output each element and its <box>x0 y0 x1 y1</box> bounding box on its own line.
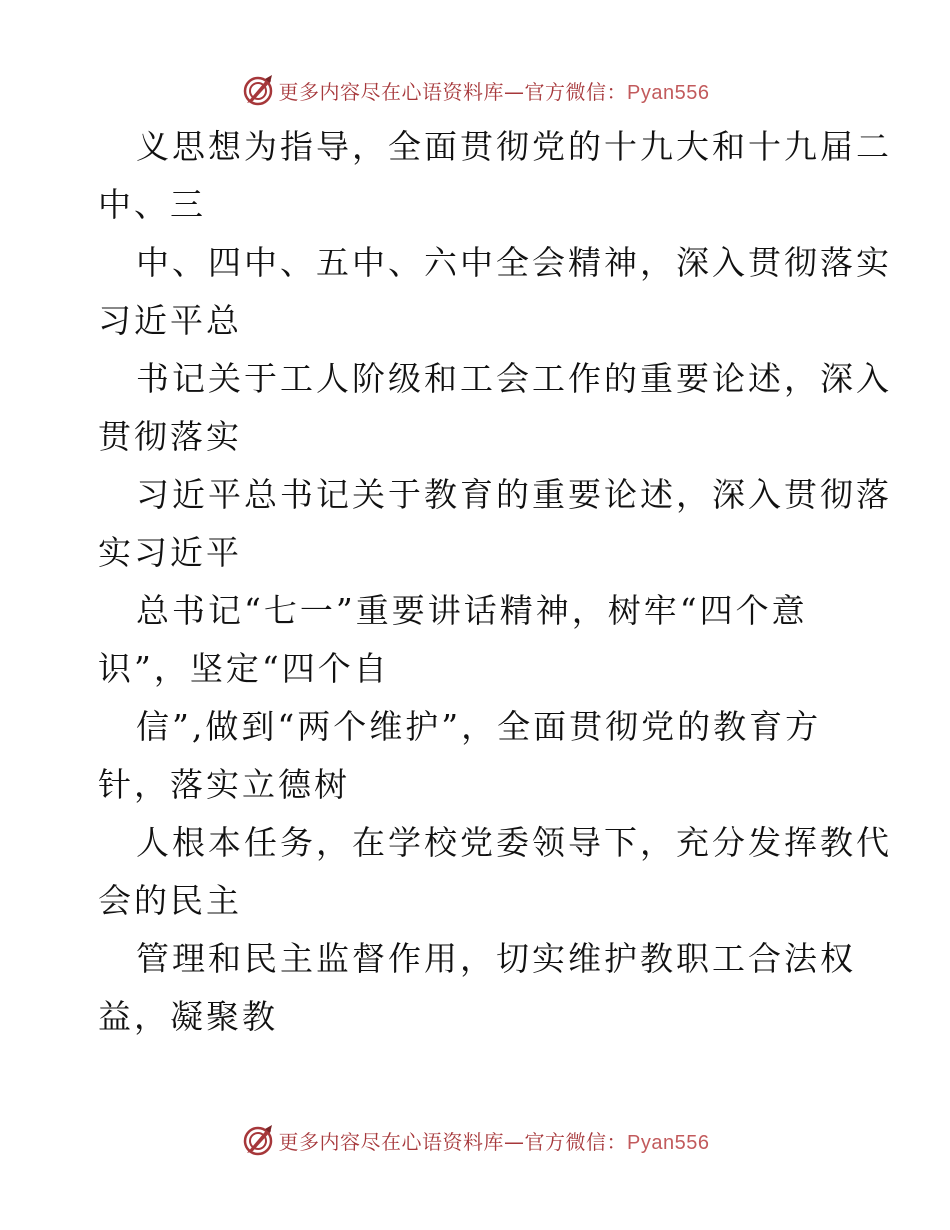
footer-watermark-label: 更多内容尽在心语资料库—官方微信： <box>278 1129 628 1154</box>
body-line: 人根本任务，在学校党委领导下，充分发挥教代 <box>136 823 892 862</box>
feather-pen-logo-icon <box>241 1123 275 1157</box>
body-line: 针，落实立德树 <box>98 765 350 804</box>
body-line: 总书记“七一”重要讲话精神，树牢“四个意 <box>136 591 808 630</box>
body-line: 识”，坚定“四个自 <box>98 649 390 688</box>
header-watermark-text <box>279 76 710 105</box>
body-line: 信”,做到“两个维护”，全面贯彻党的教育方 <box>136 707 822 746</box>
body-line: 贯彻落实 <box>98 417 242 456</box>
body-line: 习近平总书记关于教育的重要论述，深入贯彻落 <box>136 475 892 514</box>
body-line: 会的民主 <box>98 881 242 920</box>
feather-pen-logo-icon <box>241 73 275 107</box>
header-watermark-label: 更多内容尽在心语资料库—官方微信： <box>278 79 628 104</box>
body-line: 实习近平 <box>98 533 242 572</box>
body-line: 益，凝聚教 <box>98 997 278 1036</box>
body-line: 中、三 <box>98 185 206 224</box>
document-body <box>98 118 892 1046</box>
footer-watermark-text <box>279 1126 710 1155</box>
body-line: 习近平总 <box>98 301 242 340</box>
footer-watermark-id: Pyan556 <box>627 1131 710 1154</box>
footer-watermark <box>0 1120 950 1160</box>
body-line: 书记关于工人阶级和工会工作的重要论述，深入 <box>136 359 892 398</box>
header-watermark-id: Pyan556 <box>627 81 710 104</box>
body-line: 义思想为指导，全面贯彻党的十九大和十九届二 <box>136 127 892 166</box>
header-watermark <box>0 70 950 110</box>
body-line: 管理和民主监督作用，切实维护教职工合法权 <box>136 939 856 978</box>
body-line: 中、四中、五中、六中全会精神，深入贯彻落实 <box>136 243 892 282</box>
